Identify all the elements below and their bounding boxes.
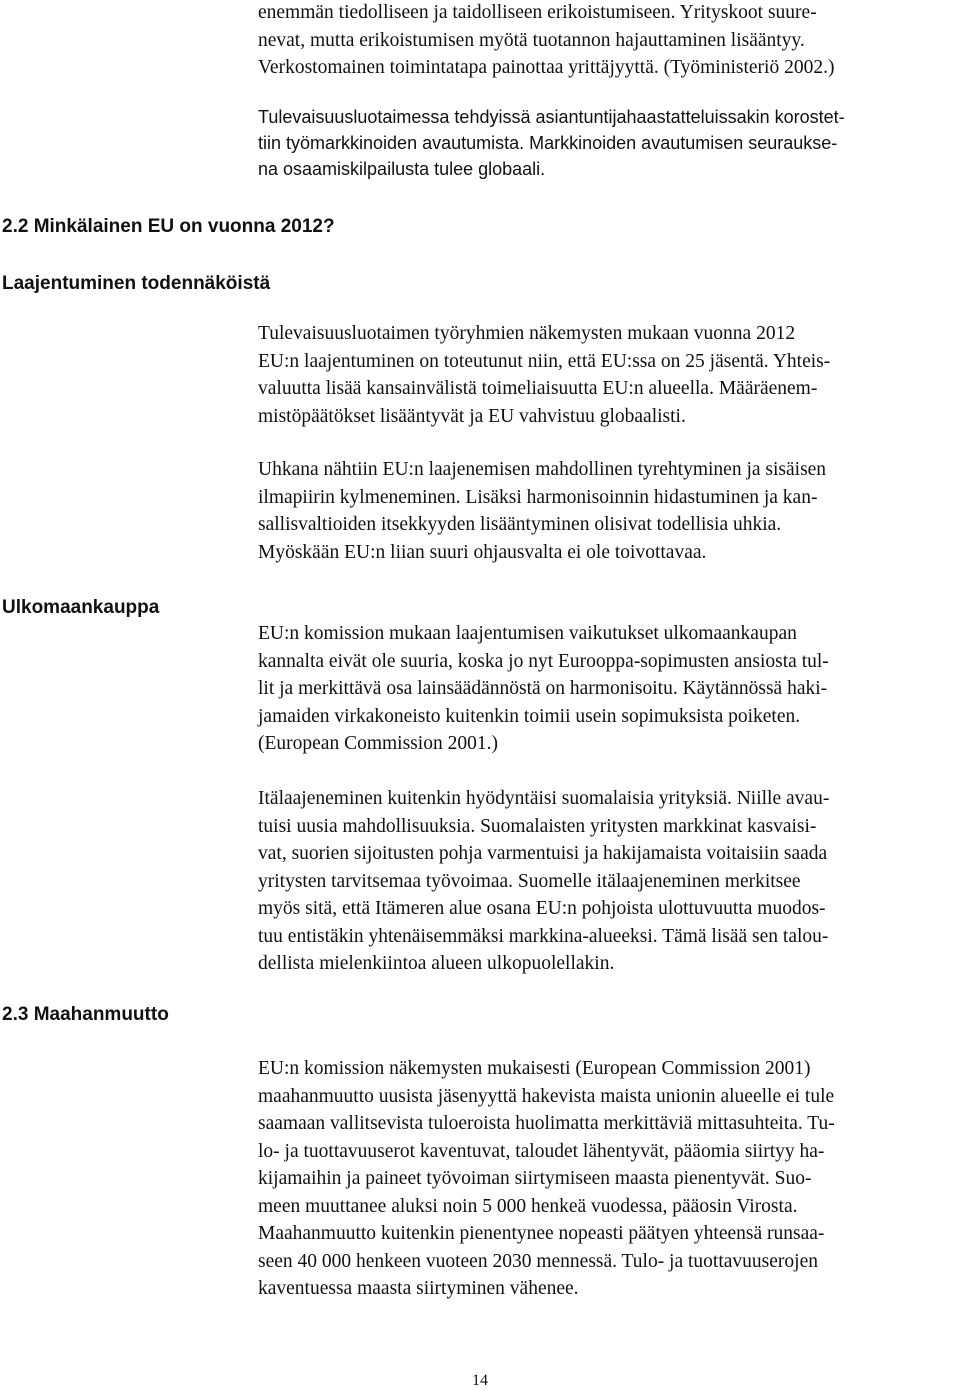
- page-number: 14: [472, 1372, 488, 1389]
- paragraph-osaamistarve: enemmän tiedolliseen ja taidolliseen erikoistumiseen. Yrityskoot suure- nevat, mutta erikoistumisen myötä tuotannon hajauttaminen lisääntyy. Verkostomainen toimintatapa painottaa yrittäjyyttä. (Työministeriö 2002.): [258, 2, 835, 78]
- section-heading-2-2: 2.2 Minkälainen EU on vuonna 2012?: [2, 216, 335, 237]
- paragraph-laajentuminen: Tulevaisuusluotaimen työryhmien näkemysten mukaan vuonna 2012 EU:n laajentuminen on toteutunut niin, että EU:ssa on 25 jäsentä. Yhteis- valuutta lisää kansainvälistä toimeliaisuutta EU:n alueella. Määräenem- mistöpäätökset lisääntyvät ja EU vahvistuu globaalisti.: [258, 323, 831, 427]
- subsection-heading-laajentuminen: Laajentuminen todennäköistä: [2, 273, 271, 294]
- paragraph-tyomarkkinat: Tulevaisuusluotaimessa tehdyissä asiantuntijahaastatteluissakin korostet- tiin työmarkkinoiden avautumista. Markkinoiden avautumisen seurauksе- na osaamiskilpailusta tulee globaali.: [258, 107, 845, 179]
- paragraph-italaajeneminen: Itälaajeneminen kuitenkin hyödyntäisi suomalaisia yrityksiä. Niille avau- tuisi uusia mahdollisuuksia. Suomalaisten yritysten markkinat kasvaisi- vat, suorien sijoitusten pohja varmentuisi ja hakijamaista voitaisiin saada yritysten tarvitsemaa työvoimaa. Suomelle itälaajeneminen merkitsee myös sitä, että Itämeren alue osana EU:n pohjoista ulottuvuutta muodos- tuu entistäkin yhtenäisemmäksi markkina-alueeksi. Tämä lisää sen talou- dellista mielenkiintoa alueen ulkopuolellakin.: [258, 788, 830, 974]
- paragraph-maahanmuutto: EU:n komission näkemysten mukaisesti (European Commission 2001) maahanmuutto uusista jäsenyyttä hakevista maista unionin alueelle ei tule saamaan vallitsevista tuloeroista huolimatta merkittäviä mittasuhteita. Tu- lo- ja tuottavuuserot kaventuvat, taloudet lähentyvät, pääomia siirtyy ha- kijamaihin ja paineet työvoiman siirtymiseen maasta pienentyvät. Suo- meen muuttanee aluksi noin 5 000 henkeä vuodessa, pääosin Virosta. Maahanmuutto kuitenkin pienentynee nopeasti päätyen yhteensä runsaa- seen 40 000 henkeen vuoteen 2030 mennessä. Tulo- ja tuottavuuserojen kaventuessa maasta siirtyminen vähenee.: [258, 1058, 835, 1299]
- subsection-heading-ulkomaankauppa: Ulkomaankauppa: [2, 597, 160, 618]
- section-heading-2-3: 2.3 Maahanmuutto: [2, 1004, 169, 1025]
- paragraph-uhkat: Uhkana nähtiin EU:n laajenemisen mahdollinen tyrehtyminen ja sisäisen ilmapiirin kylmeneminen. Lisäksi harmonisoinnin hidastuminen ja kan- sallisvaltioiden itsekkyyden lisääntyminen olisivat todellisia uhkia. Myöskään EU:n liian suuri ohjausvalta ei ole toivottavaa.: [258, 459, 827, 563]
- paragraph-ulkomaankauppa: EU:n komission mukaan laajentumisen vaikutukset ulkomaankaupan kannalta eivät ole suuria, koska jo nyt Eurooppa-sopimusten ansiosta tul- lit ja merkittävä osa lainsäädännöstä on harmonisoitu. Käytännössä haki- jamaiden virkakoneisto kuitenkin toimii usein sopimuksista poiketen. (European Commission 2001.): [258, 623, 829, 754]
